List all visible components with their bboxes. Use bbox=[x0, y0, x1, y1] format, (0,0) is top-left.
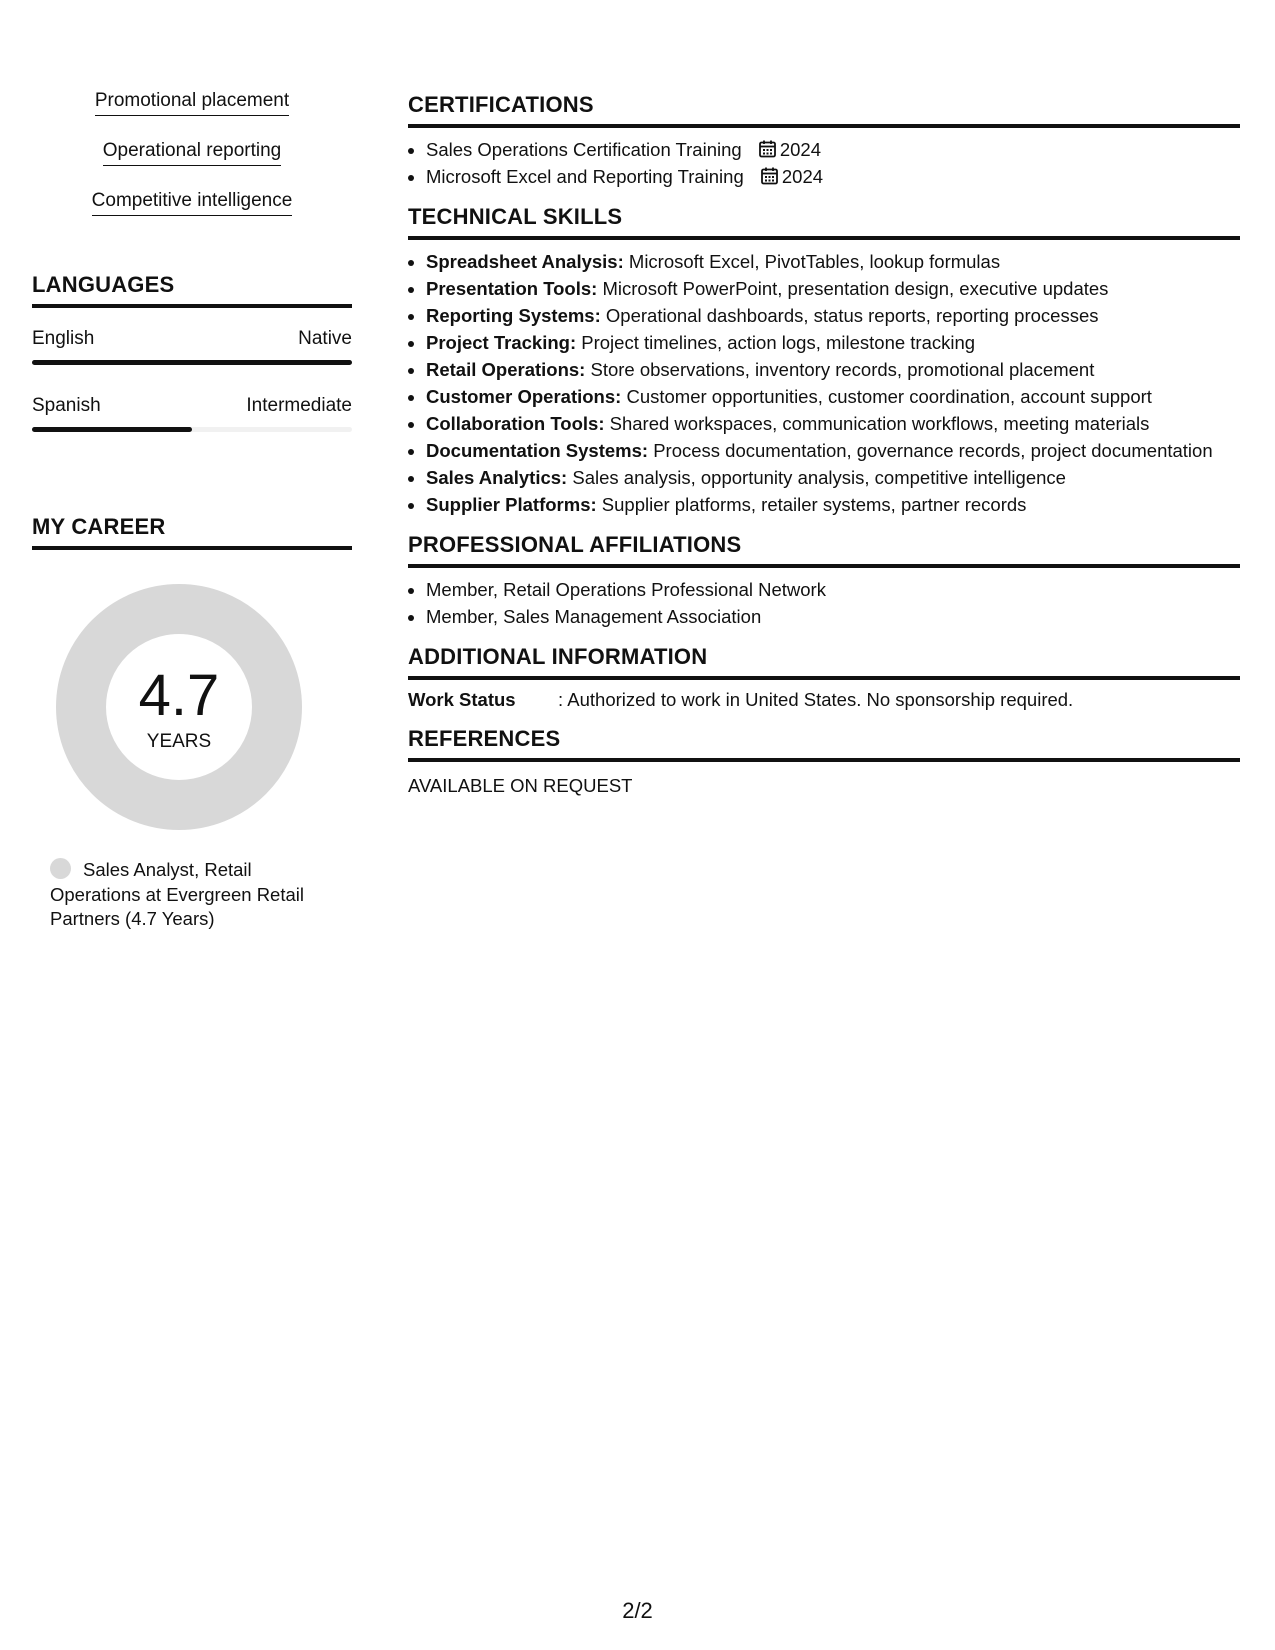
certification-name: Sales Operations Certification Training bbox=[426, 139, 742, 160]
additional-info-title: ADDITIONAL INFORMATION bbox=[408, 644, 1240, 680]
additional-info-section bbox=[408, 644, 1240, 712]
left-column bbox=[32, 80, 352, 932]
affiliations-section bbox=[408, 532, 1240, 630]
language-level: Native bbox=[298, 328, 352, 349]
certification-item bbox=[426, 136, 1240, 163]
languages-title: LANGUAGES bbox=[32, 272, 352, 308]
right-column bbox=[408, 92, 1240, 812]
skill-text: Shared workspaces, communication workflows, meeting materials bbox=[609, 413, 1150, 434]
references-text: AVAILABLE ON REQUEST bbox=[408, 775, 633, 796]
work-status-value: : Authorized to work in United States. No sponsorship required. bbox=[558, 689, 1074, 710]
skill-label: Spreadsheet Analysis: bbox=[426, 251, 624, 272]
certification-name: Microsoft Excel and Reporting Training bbox=[426, 166, 744, 187]
skill-item bbox=[426, 329, 1240, 356]
affiliation-item: • Member, Retail Operations Professional Network bbox=[426, 576, 1240, 603]
references-section bbox=[408, 726, 1240, 798]
skill-item bbox=[426, 302, 1240, 329]
certification-year: 2024 bbox=[779, 139, 821, 160]
skill-text: Store observations, inventory records, promotional placement bbox=[590, 359, 1095, 380]
references-title: REFERENCES bbox=[408, 726, 1240, 762]
certifications-section bbox=[408, 92, 1240, 190]
language-level: Intermediate bbox=[246, 395, 352, 416]
skill-text: Process documentation, governance records, project documentation bbox=[653, 440, 1213, 461]
language-name: English bbox=[32, 328, 95, 349]
certifications-title: CERTIFICATIONS bbox=[408, 92, 1240, 128]
skill-item bbox=[426, 491, 1240, 518]
career-title: MY CAREER bbox=[32, 514, 352, 550]
skill-text: Microsoft Excel, PivotTables, lookup formulas bbox=[628, 251, 1001, 272]
certifications-list bbox=[408, 136, 1240, 190]
language-bar-fill bbox=[32, 427, 192, 432]
skill-text: Microsoft PowerPoint, presentation design, executive updates bbox=[602, 278, 1109, 299]
skill-item bbox=[426, 248, 1240, 275]
skill-label: Presentation Tools: bbox=[426, 278, 598, 299]
language-bar bbox=[32, 427, 352, 432]
skill-text: Project timelines, action logs, milestone tracking bbox=[581, 332, 976, 353]
skill-tag: Competitive intelligence bbox=[92, 190, 293, 216]
affiliation-item: • Member, Sales Management Association bbox=[426, 603, 1240, 630]
work-status-label: Work Status bbox=[408, 689, 516, 710]
affiliations-title: PROFESSIONAL AFFILIATIONS bbox=[408, 532, 1240, 568]
language-name: Spanish bbox=[32, 395, 101, 416]
skill-item bbox=[426, 356, 1240, 383]
skill-label: Sales Analytics: bbox=[426, 467, 568, 488]
career-legend-item bbox=[50, 858, 312, 932]
calendar-icon bbox=[759, 140, 776, 158]
skill-label: Customer Operations: bbox=[426, 386, 622, 407]
skill-label: Documentation Systems: bbox=[426, 440, 649, 461]
skill-label: Collaboration Tools: bbox=[426, 413, 605, 434]
page-number: 2/2 bbox=[622, 1598, 653, 1623]
technical-skills-section bbox=[408, 204, 1240, 518]
skill-text: Supplier platforms, retailer systems, partner records bbox=[601, 494, 1027, 515]
skill-text: Operational dashboards, status reports, reporting processes bbox=[605, 305, 1099, 326]
certification-year: 2024 bbox=[781, 166, 824, 187]
skill-item bbox=[426, 464, 1240, 491]
career-total-unit: YEARS bbox=[146, 731, 212, 752]
technical-skills-list bbox=[408, 248, 1240, 518]
skill-item bbox=[426, 383, 1240, 410]
language-spanish bbox=[32, 395, 352, 432]
skill-text: Customer opportunities, customer coordination, account support bbox=[626, 386, 1152, 407]
language-bar bbox=[32, 360, 352, 365]
skill-label: Project Tracking: bbox=[426, 332, 577, 353]
calendar-icon bbox=[761, 167, 778, 185]
skill-label: Retail Operations: bbox=[426, 359, 586, 380]
work-status-row bbox=[408, 688, 1240, 712]
career-total-value: 4.7 bbox=[138, 663, 220, 728]
skill-label: Reporting Systems: bbox=[426, 305, 601, 326]
skill-item bbox=[426, 437, 1240, 464]
certification-item bbox=[426, 163, 1240, 190]
technical-skills-title: TECHNICAL SKILLS bbox=[408, 204, 1240, 240]
skill-item bbox=[426, 275, 1240, 302]
skill-tag: Operational reporting bbox=[103, 140, 282, 166]
career-donut bbox=[56, 584, 302, 830]
language-bar-fill bbox=[32, 360, 352, 365]
skill-tags bbox=[32, 80, 352, 230]
career-role-label: Sales Analyst, Retail Operations at Evergreen Retail Partners (4.7 Years) bbox=[50, 859, 304, 929]
legend-dot-icon bbox=[50, 858, 71, 879]
language-english bbox=[32, 328, 352, 365]
skill-text: Sales analysis, opportunity analysis, competitive intelligence bbox=[572, 467, 1066, 488]
skill-tag: Promotional placement bbox=[95, 90, 289, 116]
skill-item bbox=[426, 410, 1240, 437]
affiliations-list bbox=[408, 576, 1240, 630]
skill-label: Supplier Platforms: bbox=[426, 494, 597, 515]
